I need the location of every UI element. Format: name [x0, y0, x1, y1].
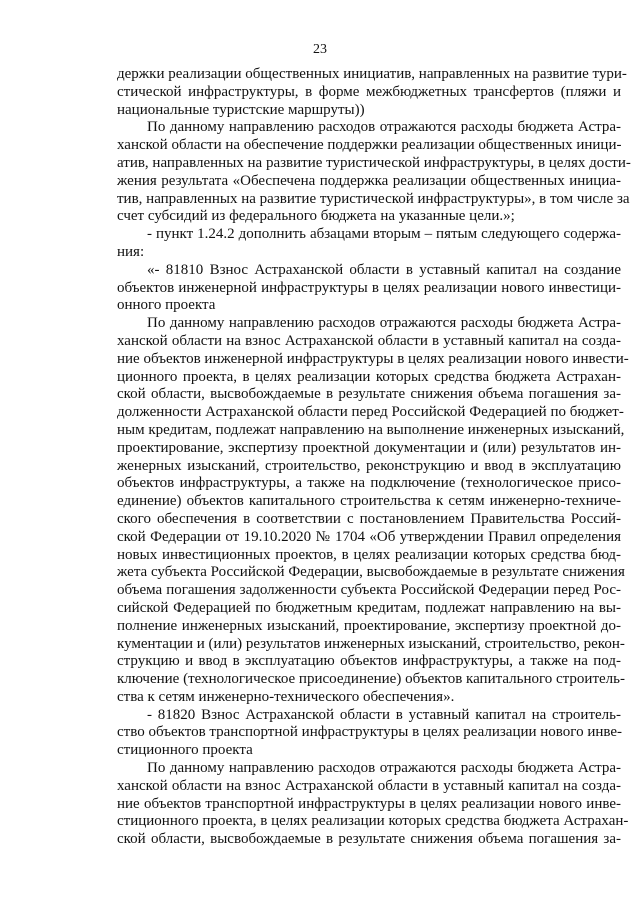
- text-line: долженности Астраханской области перед Российской Федерацией по бюджет-: [117, 404, 624, 421]
- text-line: - пункт 1.24.2 дополнить абзацами вторым – пятым следующего содержа-: [147, 226, 621, 243]
- paragraph: [117, 262, 621, 315]
- text-line: ской Федерации от 19.10.2020 № 1704 «Об утверждении Правил определения: [117, 528, 621, 545]
- text-line: По данному направлению расходов отражаются расходы бюджета Астра-: [147, 315, 621, 332]
- text-line: женерных изысканий, строительство, реконструкцию и ввод в эксплуатацию: [117, 457, 621, 474]
- text-line: полнение инженерных изысканий, проектирование, экспертизу проектной до-: [117, 617, 621, 634]
- text-line: онного проекта: [117, 297, 216, 314]
- text-line: стиционного проекта: [117, 742, 253, 759]
- text-line: струкцию и ввод в эксплуатацию объектов инфраструктуры, а также на под-: [117, 653, 621, 670]
- page-number: 23: [313, 42, 327, 57]
- text-line: ние объектов инженерной инфраструктуры в целях реализации нового инвести-: [117, 350, 629, 367]
- text-line: ключение (технологическое присоединение) объектов капитального строитель-: [117, 671, 625, 688]
- text-line: - 81820 Взнос Астраханской области в уставный капитал на строитель-: [147, 706, 621, 723]
- text-line: ханской области на взнос Астраханской области в уставный капитал на созда-: [117, 777, 621, 794]
- text-line: кументации и (или) результатов инженерных изысканий, строительство, рекон-: [117, 635, 625, 652]
- text-line: жета субъекта Российской Федерации, высвобождаемые в результате снижения: [117, 564, 625, 581]
- text-line: ханской области на обеспечение поддержки реализации общественных иници-: [117, 137, 622, 154]
- text-line: новых инвестиционных проектов, в целях реализации которых средства бюд-: [117, 546, 621, 563]
- text-line: ство объектов транспортной инфраструктуры в целях реализации нового инве-: [117, 724, 623, 741]
- text-line: объектов инфраструктуры, а также на подключение (технологическое присо-: [117, 475, 621, 492]
- document-body: [117, 66, 631, 849]
- text-line: По данному направлению расходов отражаются расходы бюджета Астра-: [147, 760, 621, 777]
- text-line: счет субсидий из федерального бюджета на указанные цели.»;: [117, 208, 515, 225]
- text-line: стической инфраструктуры, в форме межбюджетных трансфертов (пляжи и: [117, 83, 621, 100]
- text-line: держки реализации общественных инициатив, направленных на развитие тури-: [117, 66, 627, 82]
- paragraph: [117, 66, 627, 119]
- text-line: проектирование, экспертизу проектной документации и (или) результатов ин-: [117, 439, 621, 456]
- text-line: По данному направлению расходов отражаются расходы бюджета Астра-: [147, 119, 621, 136]
- text-line: ние объектов транспортной инфраструктуры в целях реализации нового инве-: [117, 795, 621, 812]
- text-line: тив, направленных на развитие туристической инфраструктуры», в том числе за: [117, 190, 630, 207]
- paragraph: [117, 760, 629, 849]
- text-line: национальные туристские маршруты)): [117, 101, 365, 118]
- text-line: стиционного проекта, в целях реализации которых средства бюджета Астрахан-: [117, 813, 629, 830]
- text-line: ского обеспечения в соответствии с постановлением Правительства Россий-: [117, 510, 621, 527]
- text-line: объектов инженерной инфраструктуры в целях реализации нового инвестици-: [117, 279, 621, 296]
- text-line: единение) объектов капитального строительства к сетям инженерно-техниче-: [117, 493, 621, 510]
- text-line: жения результата «Обеспечена поддержка реализации общественных инициа-: [117, 172, 621, 189]
- paragraph: [117, 315, 629, 707]
- text-line: ства к сетям инженерно-технического обеспечения».: [117, 688, 455, 705]
- text-line: атив, направленных на развитие туристической инфраструктуры, в целях дости-: [117, 154, 631, 171]
- text-line: объема погашения задолженности субъекта Российской Федерации перед Рос-: [117, 582, 621, 599]
- text-line: ным кредитам, подлежат направлению на выполнение инженерных изысканий,: [117, 421, 625, 438]
- paragraph: [117, 226, 621, 262]
- paragraph: [117, 707, 621, 760]
- paragraph: [117, 119, 631, 226]
- text-line: ской области, высвобождаемые в результате снижения объема погашения за-: [117, 386, 621, 403]
- text-line: ционного проекта, в целях реализации которых средства бюджета Астрахан-: [117, 368, 621, 385]
- text-line: ской области, высвобождаемые в результате снижения объема погашения за-: [117, 831, 621, 848]
- text-line: «- 81810 Взнос Астраханской области в уставный капитал на создание: [147, 261, 621, 278]
- text-line: ханской области на взнос Астраханской области в уставный капитал на созда-: [117, 332, 621, 349]
- text-line: ния:: [117, 243, 145, 260]
- text-line: сийской Федерацией по бюджетным кредитам, подлежат направлению на вы-: [117, 599, 621, 616]
